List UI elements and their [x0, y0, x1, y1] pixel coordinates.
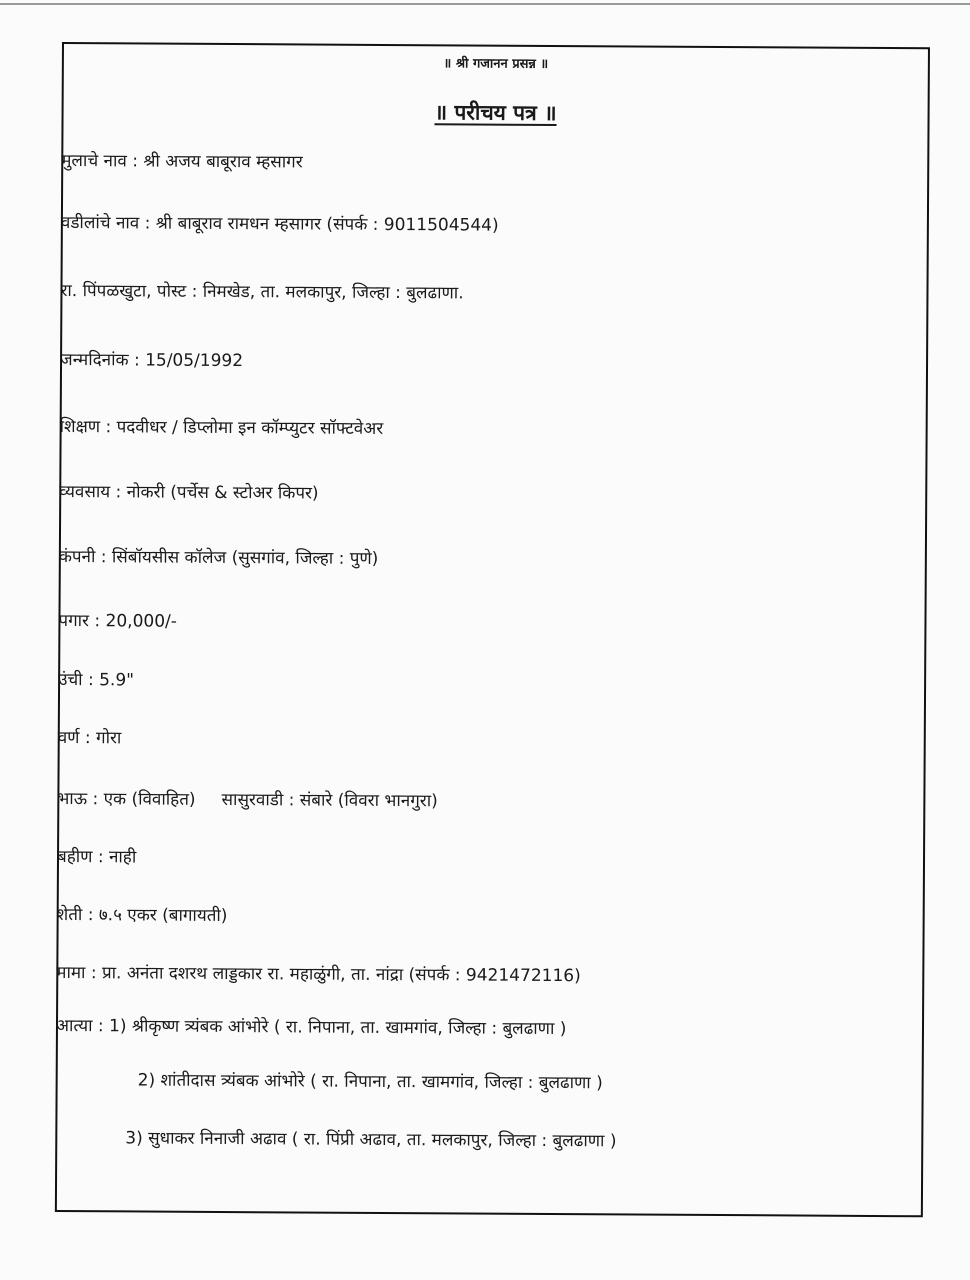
company-field: कंपनी : सिंबॉयसीस कॉलेज (सुसगांव, जिल्हा : पुणे)	[58, 546, 379, 569]
mama-field: मामा : प्रा. अनंता दशरथ लाड्डकार रा. महाळुंगी, ता. नांद्रा (संपर्क : 9421472116)	[56, 962, 581, 987]
siblings-row	[57, 788, 438, 812]
education-field: शिक्षण : पदवीधर / डिप्लोमा इन कॉम्प्युटर सॉफ्टवेअर	[59, 416, 384, 439]
occupation-field: व्यवसाय : नोकरी (पर्चेस & स्टोअर किपर)	[59, 481, 319, 504]
atya-field-1: आत्या : 1) श्रीकृष्ण त्र्यंबक आंभोरे ( रा. निपाना, ता. खामगांव, जिल्हा : बुलढाणा )	[55, 1015, 567, 1040]
invocation-line: ॥ श्री गजानन प्रसन्न ॥	[443, 56, 549, 72]
top-scan-rule	[0, 3, 970, 5]
dob-field: जन्मदिनांक : 15/05/1992	[59, 349, 244, 372]
boy-name-field: मुलाचे नाव : श्री अजय बाबूराव म्हसागर	[61, 150, 303, 173]
brother-field: भाऊ : एक (विवाहित)	[57, 788, 196, 810]
height-field: उंची : 5.9"	[58, 669, 135, 691]
father-name-field: वडीलांचे नाव : श्री बाबूराव रामधन म्हसागर (संपर्क : 9011504544)	[60, 212, 499, 236]
atya-field-2: 2) शांतीदास त्र्यंबक आंभोरे ( रा. निपाना, ता. खामगांव, जिल्हा : बुलढाणा )	[137, 1070, 603, 1094]
document-title-text: ॥ परीचय पत्र ॥	[434, 100, 557, 126]
document-frame	[55, 42, 930, 1217]
salary-field: पगार : 20,000/-	[58, 610, 177, 632]
complexion-field: वर्ण : गोरा	[57, 727, 122, 749]
sister-field: बहीण : नाही	[56, 846, 137, 868]
farm-field: शेती : ७.५ एकर (बागायती)	[56, 904, 228, 927]
atya-field-3: 3) सुधाकर निनाजी अढाव ( रा. पिंप्री अढाव, ता. मलकापुर, जिल्हा : बुलढाणा )	[125, 1128, 617, 1152]
address-field: रा. पिंपळखुटा, पोस्ट : निमखेड, ता. मलकापुर, जिल्हा : बुलढाणा.	[60, 280, 464, 304]
sasurwadi-field: सासुरवाडी : संबारे (विवरा भानगुरा)	[221, 789, 438, 812]
document-title	[63, 96, 927, 129]
